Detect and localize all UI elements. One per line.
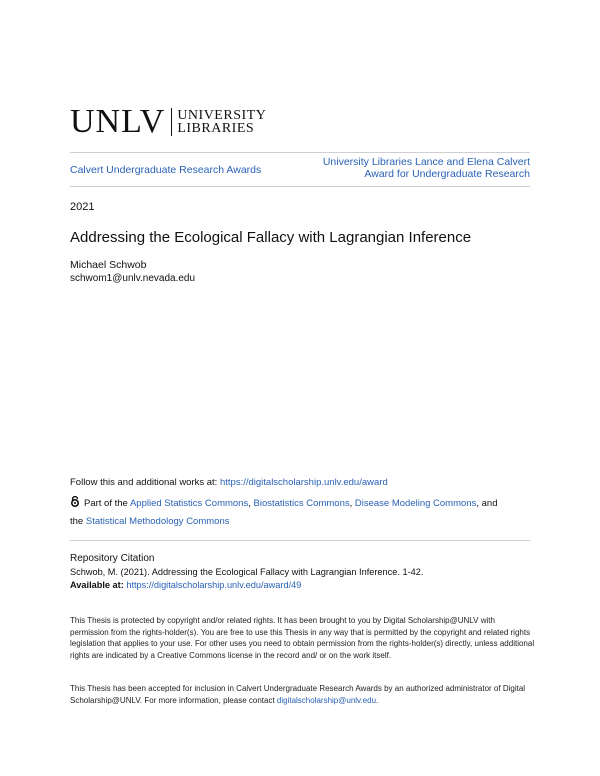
logo-words [177, 109, 266, 135]
period: . [376, 695, 379, 705]
document-title: Addressing the Ecological Fallacy with Lagrangian Inference [70, 229, 472, 246]
follow-url-link[interactable]: https://digitalscholarship.unlv.edu/award [219, 477, 388, 488]
available-label: Available at: [70, 580, 127, 590]
copyright-notice: This Thesis is protected by copyright and/or related rights. It has been brought to you by Digital Scholarship@UNLV with permission from the rights-holder(s). You are free to use this Thesis in any way that is permitted by the copyright and related rights legislation that applies to your use. For other uses you need to obtain permission from the rights-holder(s) directly, unless additional rights are indicated by a Creative Commons license in the record and/ or on the work itself. [70, 616, 535, 660]
citation-availability [70, 580, 301, 590]
discipline-link-disease-modeling[interactable]: Disease Modeling Commons [354, 498, 477, 509]
citation-rule [70, 540, 530, 541]
header-top-rule [70, 152, 530, 153]
citation-heading: Repository Citation [70, 553, 155, 564]
logo-mark: UNLV [70, 103, 166, 140]
citation-url-link[interactable]: https://digitalscholarship.unlv.edu/award/49 [126, 580, 302, 590]
follow-prefix: Follow this and additional works at: [70, 477, 220, 488]
the-text: the [70, 516, 86, 527]
series-link[interactable]: Calvert Undergraduate Research Awards [70, 164, 262, 176]
discipline-link-biostatistics[interactable]: Biostatistics Commons [253, 498, 350, 509]
partof-prefix: Part of the [84, 498, 130, 509]
separator: , [349, 498, 355, 509]
discipline-link-applied-statistics[interactable]: Applied Statistics Commons [129, 498, 249, 509]
citation-text: Schwob, M. (2021). Addressing the Ecological Fallacy with Lagrangian Inference. 1-42. [70, 567, 424, 577]
unlv-libraries-logo [70, 103, 267, 140]
contact-email-link[interactable]: digitalscholarship@unlv.edu [276, 695, 377, 705]
separator: , [248, 498, 254, 509]
and-text: , and [476, 498, 498, 509]
award-link[interactable]: University Libraries Lance and Elena Calvert Award for Undergraduate Research [322, 156, 530, 180]
logo-line1: UNIVERSITY [177, 108, 267, 123]
header-bottom-rule [70, 186, 530, 187]
publication-year: 2021 [70, 201, 95, 213]
part-of-disciplines [70, 495, 530, 531]
logo-line2: LIBRARIES [177, 121, 255, 136]
logo-divider [171, 108, 172, 136]
follow-line [70, 477, 388, 488]
author-name: Michael Schwob [70, 259, 147, 271]
acceptance-text: This Thesis has been accepted for inclusion in Calvert Undergraduate Research Awards by an authorized administrator of Digital Scholarship@UNLV. For more information, please contact [70, 684, 526, 705]
discipline-link-statistical-methodology[interactable]: Statistical Methodology Commons [85, 516, 230, 527]
acceptance-notice [70, 683, 535, 706]
author-email: schwom1@unlv.nevada.edu [70, 273, 196, 284]
open-access-icon [70, 496, 80, 507]
